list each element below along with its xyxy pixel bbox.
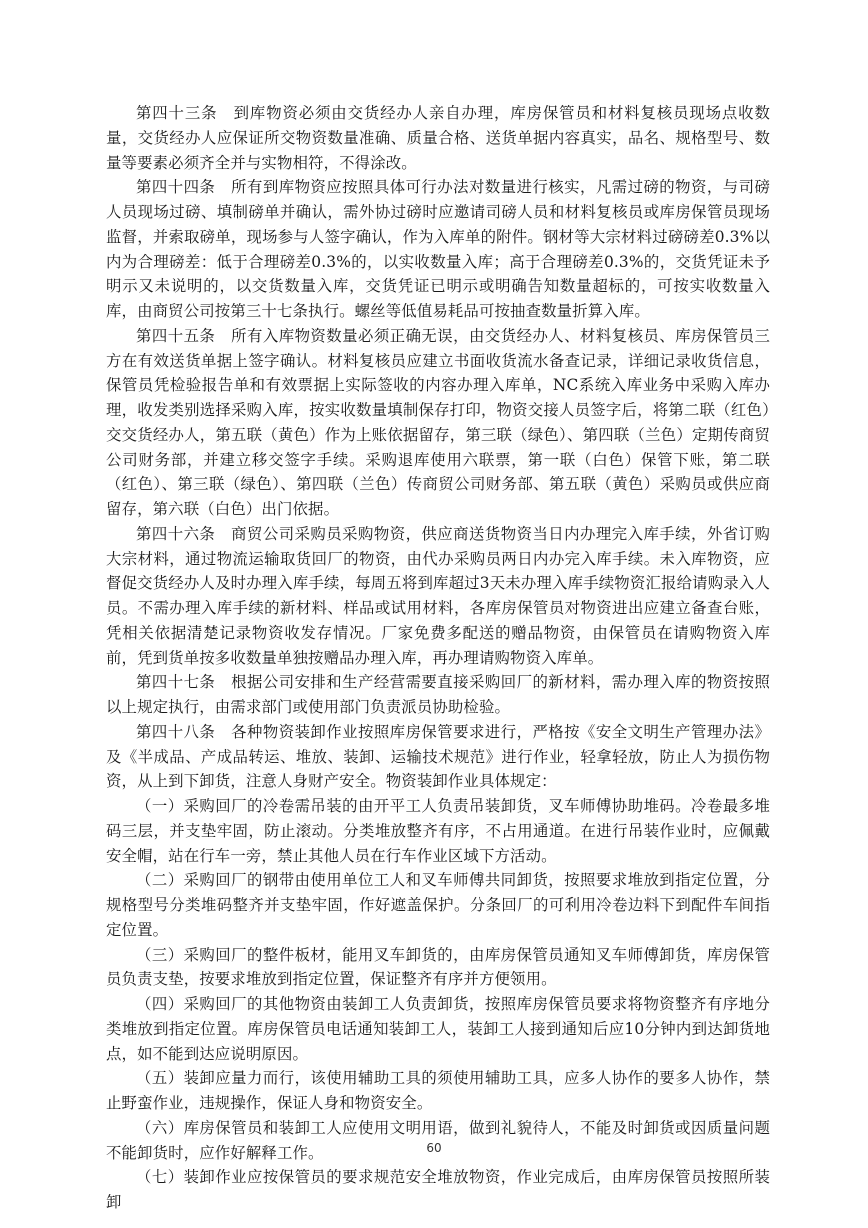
article-48-item-1: （一）采购回厂的冷卷需吊装的由开平工人负责吊装卸货，叉车师傅协助堆码。冷卷最多堆码三层，并支垫牢固，防止滚动。分类堆放整齐有序，不占用通道。在进行吊装作业时，应佩戴安全帽，站在行车一旁，禁止其他人员在行车作业区域下方活动。 bbox=[106, 797, 770, 865]
article-46-paragraph: 第四十六条 商贸公司采购员采购物资，供应商送货物资当日内办理完入库手续，外省订购大宗材料，通过物流运输取货回厂的物资，由代办采购员两日内办完入库手续。未入库物资，应督促交货经办人及时办理入库手续，每周五将到库超过3天未办理入库手续物资汇报给请购录入人员。不需办理入库手续的新材料、样品或试用材料，各库房保管员对物资进出应建立备查台账，凭相关依据清楚记录物资收发存情况。厂家免费多配送的赠品物资，由保管员在请购物资入库前，凭到货单按多收数量单独按赠品办理入库，再办理请购物资入库单。 bbox=[106, 524, 770, 667]
article-48-item-4: （四）采购回厂的其他物资由装卸工人负责卸货，按照库房保管员要求将物资整齐有序地分类堆放到指定位置。库房保管员电话通知装卸工人，装卸工人接到通知后应10分钟内到达卸货地点，如不能到达应说明原因。 bbox=[106, 995, 770, 1063]
article-47-paragraph: 第四十七条 根据公司安排和生产经营需要直接采购回厂的新材料，需办理入库的物资按照以上规定执行，由需求部门或使用部门负责派员协助检验。 bbox=[106, 673, 770, 716]
article-48-item-3: （三）采购回厂的整件板材，能用叉车卸货的，由库房保管员通知叉车师傅卸货，库房保管员负责支垫，按要求堆放到指定位置，保证整齐有序并方便领用。 bbox=[106, 945, 770, 989]
article-48-paragraph: 第四十八条 各种物资装卸作业按照库房保管要求进行，严格按《安全文明生产管理办法》及《半成品、产成品转运、堆放、装卸、运输技术规范》进行作业，轻拿轻放，防止人为损伤物资，从上到下卸货，注意人身财产安全。物资装卸作业具体规定： bbox=[106, 722, 770, 791]
article-43-paragraph: 第四十三条 到库物资必须由交货经办人亲自办理，库房保管员和材料复核员现场点收数量，交货经办人应保证所交物资数量准确、质量合格、送货单据内容真实，品名、规格型号、数量等要素必须齐全并与实物相符，不得涂改。 bbox=[106, 104, 770, 172]
article-48-item-2: （二）采购回厂的钢带由使用单位工人和叉车师傅共同卸货，按照要求堆放到指定位置，分规格型号分类堆码整齐并支垫牢固，作好遮盖保护。分条回厂的可利用冷卷边料下到配件车间指定位置。 bbox=[106, 871, 770, 939]
document-body bbox=[106, 101, 770, 1215]
page-number: 60 bbox=[426, 1141, 442, 1155]
article-44-paragraph: 第四十四条 所有到库物资应按照具体可行办法对数量进行核实，凡需过磅的物资，与司磅人员现场过磅、填制磅单并确认，需外协过磅时应邀请司磅人员和材料复核员或库房保管员现场监督，并索取磅单，现场参与人签字确认，作为入库单的附件。钢材等大宗材料过磅磅差0.3%以内为合理磅差：低于合理磅差0.3%的，以实收数量入库；高于合理磅差0.3%的，交货凭证未予明示又未说明的，以交货数量入库，交货凭证已明示或明确告知数量超标的，可按实收数量入库，由商贸公司按第三十七条执行。螺丝等低值易耗品可按抽查数量折算入库。 bbox=[106, 178, 770, 320]
article-45-paragraph: 第四十五条 所有入库物资数量必须正确无误，由交货经办人、材料复核员、库房保管员三方在有效送货单据上签字确认。材料复核员应建立书面收货流水备查记录，详细记录收货信息，保管员凭检验报告单和有效票据上实际签收的内容办理入库单，NC系统入库业务中采购入库办理，收发类别选择采购入库，按实收数量填制保存打印，物资交接人员签字后，将第二联（红色）交交货经办人，第五联（黄色）作为上账依据留存，第三联（绿色）、第四联（兰色）定期传商贸公司财务部，并建立移交签字手续。采购退库使用六联票，第一联（白色）保管下账，第二联（红色）、第三联（绿色）、第四联（兰色）传商贸公司财务部、第五联（黄色）采购员或供应商留存，第六联（白色）出门依据。 bbox=[106, 326, 770, 518]
article-48-item-5: （五）装卸应量力而行，该使用辅助工具的须使用辅助工具，应多人协作的要多人协作，禁止野蛮作业，违规操作，保证人身和物资安全。 bbox=[106, 1069, 770, 1112]
article-48-item-7: （七）装卸作业应按保管员的要求规范安全堆放物资，作业完成后，由库房保管员按照所装卸 bbox=[106, 1168, 770, 1211]
article-48-item-6: （六）库房保管员和装卸工人应使用文明用语，做到礼貌待人，不能及时卸货或因质量问题不能卸货时，应作好解释工作。 bbox=[106, 1118, 770, 1162]
